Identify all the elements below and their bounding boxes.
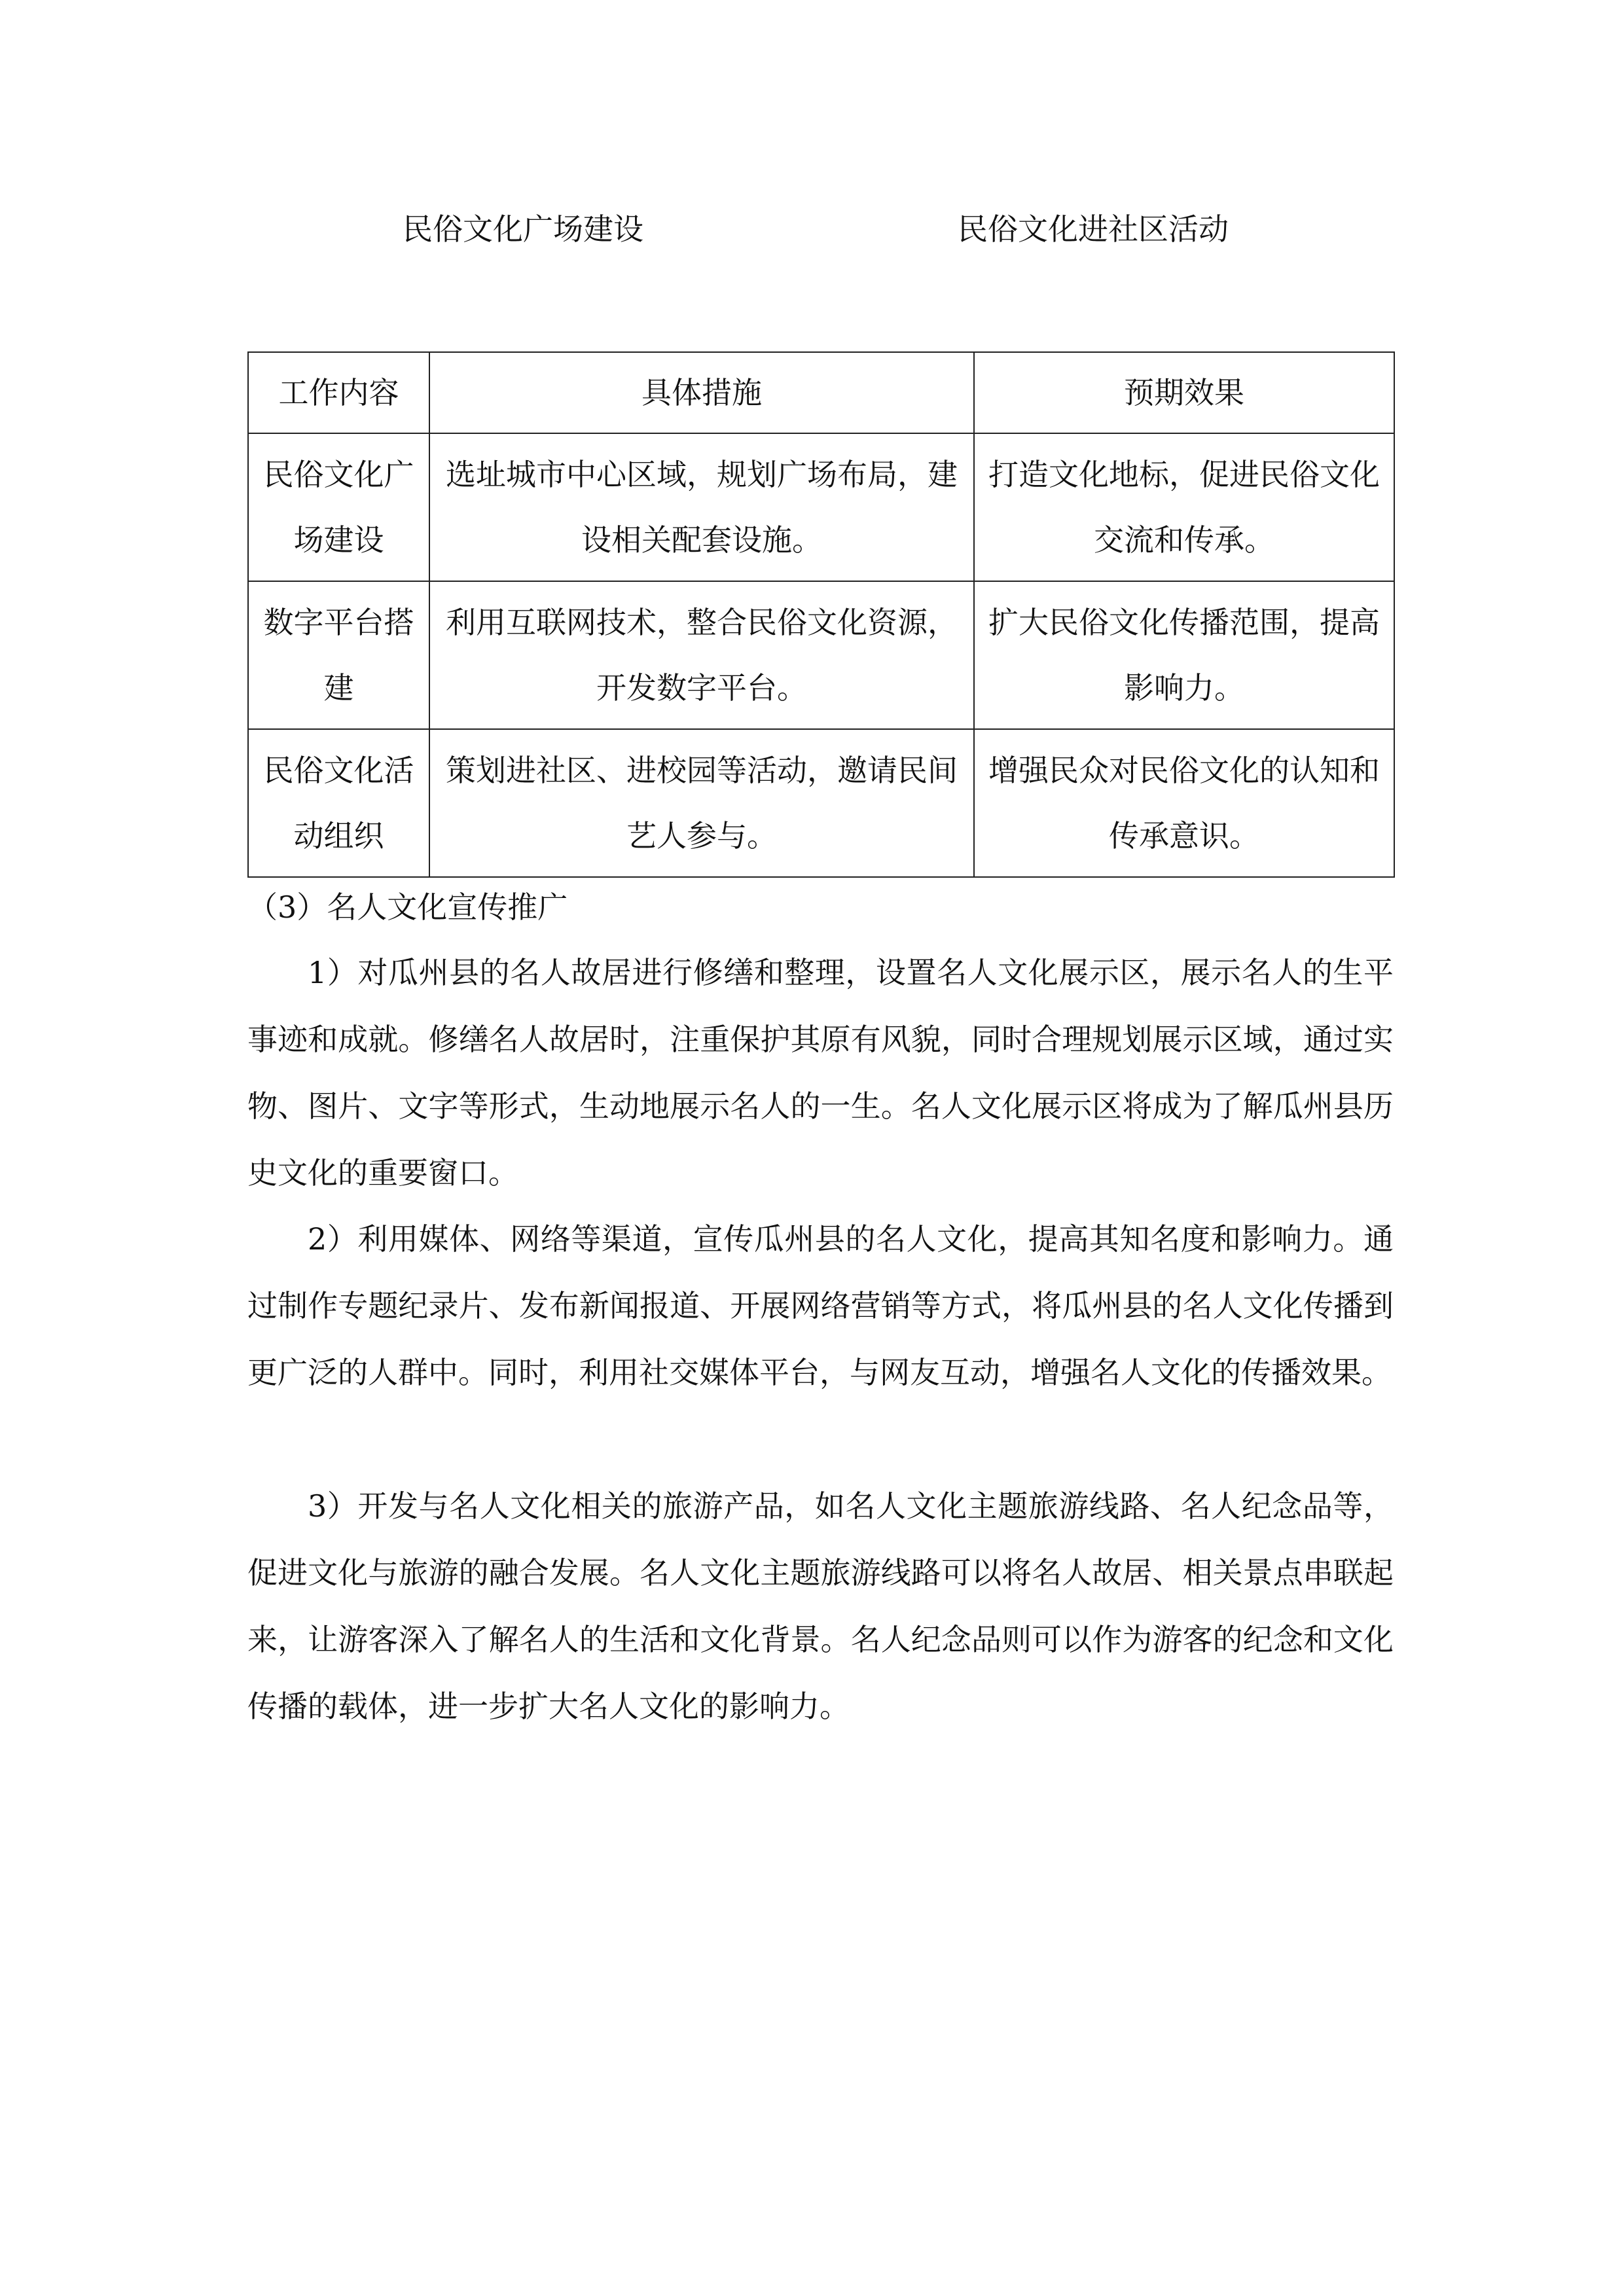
paragraph: 2）利用媒体、网络等渠道，宣传瓜州县的名人文化，提高其知名度和影响力。通过制作专题纪录片、发布新闻报道、开展网络营销等方式，将瓜州县的名人文化传播到更广泛的人群中。同时，利用社交媒体平台，与网友互动，增强名人文化的传播效果。 bbox=[247, 1221, 1394, 1390]
table-cell: 数字平台搭建 bbox=[248, 581, 429, 729]
table-row bbox=[248, 729, 1394, 877]
caption-folk-culture-community: 民俗文化进社区活动 bbox=[958, 211, 1229, 247]
image-captions bbox=[0, 203, 1624, 255]
header-expected-effect: 预期效果 bbox=[974, 352, 1394, 433]
table-cell: 利用互联网技术，整合民俗文化资源，开发数字平台。 bbox=[429, 581, 974, 729]
table-cell: 增强民众对民俗文化的认知和传承意识。 bbox=[974, 729, 1394, 877]
paragraph: 3）开发与名人文化相关的旅游产品，如名人文化主题旅游线路、名人纪念品等，促进文化与旅游的融合发展。名人文化主题旅游线路可以将名人故居、相关景点串联起来，让游客深入了解名人的生活和文化背景。名人纪念品则可以作为游客的纪念和文化传播的载体，进一步扩大名人文化的影响力。 bbox=[247, 1488, 1394, 1724]
header-measures: 具体措施 bbox=[429, 352, 974, 433]
section-heading: （3）名人文化宣传推广 bbox=[247, 889, 568, 925]
table-row bbox=[248, 433, 1394, 581]
table-cell: 策划进社区、进校园等活动，邀请民间艺人参与。 bbox=[429, 729, 974, 877]
table-cell: 选址城市中心区域，规划广场布局，建设相关配套设施。 bbox=[429, 433, 974, 581]
table-cell: 民俗文化活动组织 bbox=[248, 729, 429, 877]
table-cell: 扩大民俗文化传播范围，提高影响力。 bbox=[974, 581, 1394, 729]
table-cell: 民俗文化广场建设 bbox=[248, 433, 429, 581]
paragraph: 1）对瓜州县的名人故居进行修缮和整理，设置名人文化展示区，展示名人的生平事迹和成就。修缮名人故居时，注重保护其原有风貌，同时合理规划展示区域，通过实物、图片、文字等形式，生动地展示名人的一生。名人文化展示区将成为了解瓜州县历史文化的重要窗口。 bbox=[247, 955, 1394, 1191]
work-measures-table bbox=[247, 351, 1395, 878]
table-cell: 打造文化地标，促进民俗文化交流和传承。 bbox=[974, 433, 1394, 581]
header-work-content: 工作内容 bbox=[248, 352, 429, 433]
table-header-row bbox=[248, 352, 1394, 433]
table-row bbox=[248, 581, 1394, 729]
caption-folk-culture-square: 民俗文化广场建设 bbox=[403, 211, 643, 247]
